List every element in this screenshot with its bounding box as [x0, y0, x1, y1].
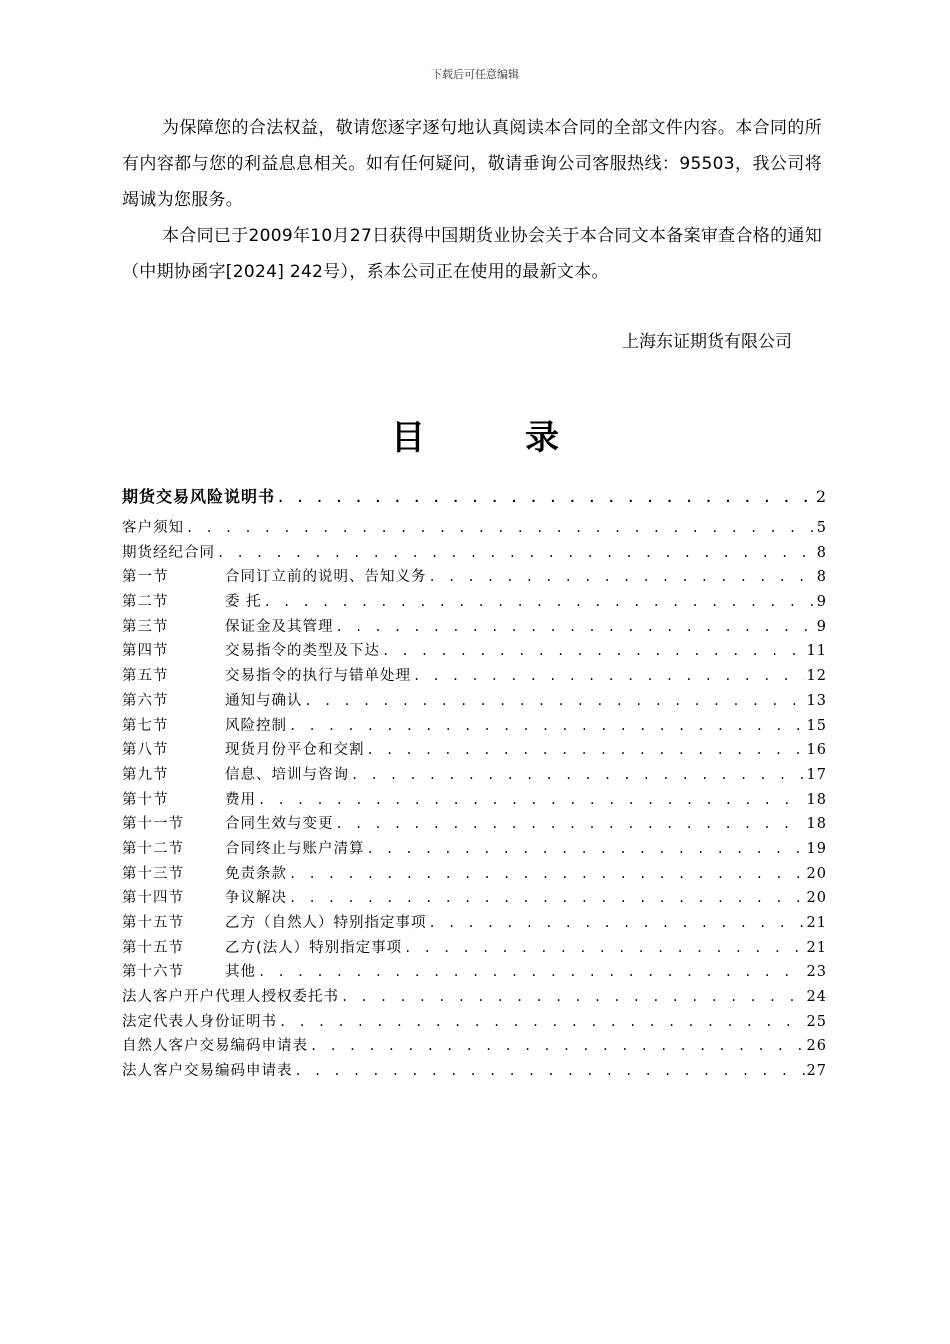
- toc-page-number: 5: [816, 520, 827, 536]
- toc-dot-leader: [289, 891, 805, 905]
- toc-page-number: 8: [816, 544, 827, 561]
- toc-entry[interactable]: [122, 738, 827, 763]
- toc-section-number: 第四节: [122, 643, 169, 660]
- intro-paragraph-1: 为保障您的合法权益，敬请您逐字逐句地认真阅读本合同的全部文件内容。本合同的所有内容都与您的利益息息相关。如有任何疑问，敬请垂询公司客服热线：95503，我公司将竭诚为您服务。: [122, 118, 822, 210]
- toc-entry-title: 法人客户交易编码申请表: [122, 1063, 293, 1080]
- toc-section-number: 第九节: [122, 766, 169, 783]
- toc-entry-title: 争议解决: [225, 890, 287, 907]
- toc-entry[interactable]: [122, 985, 827, 1010]
- toc-entry-title: 法人客户开户代理人授权委托书: [122, 989, 339, 1006]
- toc-page-number: 15: [806, 717, 827, 734]
- toc-entry-title: 客户须知: [122, 520, 184, 536]
- toc-dot-leader: [341, 990, 805, 1004]
- toc-dot-leader: [279, 1015, 805, 1029]
- toc-dot-leader: [429, 916, 805, 930]
- toc-entry[interactable]: [122, 812, 827, 837]
- toc-entry[interactable]: [122, 911, 827, 936]
- toc-section-number: 第三节: [122, 618, 169, 635]
- toc-entry-title: 其他: [225, 964, 256, 981]
- toc-entry[interactable]: [122, 714, 827, 739]
- toc-page-number: 11: [806, 643, 827, 660]
- toc-section-number: 第十节: [122, 791, 169, 808]
- toc-entry[interactable]: [122, 615, 827, 640]
- toc-entry[interactable]: [122, 565, 827, 590]
- toc-page-number: 21: [806, 939, 827, 956]
- toc-entry-title: 信息、培训与咨询: [225, 766, 349, 783]
- toc-entry[interactable]: [122, 689, 827, 714]
- toc-dot-leader: [310, 1039, 805, 1053]
- toc-page-number: 21: [806, 915, 827, 931]
- toc-page-number: 20: [806, 865, 827, 882]
- toc-entry-title: 自然人客户交易编码申请表: [122, 1038, 308, 1055]
- toc-dot-leader: [258, 793, 805, 807]
- toc-dot-leader: [295, 1064, 805, 1078]
- toc-dot-leader: [289, 719, 805, 733]
- toc-section-number: 第十五节: [122, 939, 184, 956]
- toc-section-number: 第六节: [122, 692, 169, 709]
- toc-page-number: 17: [806, 766, 827, 783]
- page-header-note: 下载后可任意编辑: [431, 68, 519, 81]
- company-name: 上海东证期货有限公司: [622, 332, 792, 352]
- toc-section-number: 第十四节: [122, 890, 184, 907]
- intro-filing-notice: [122, 218, 822, 290]
- toc-entry[interactable]: [122, 664, 827, 689]
- toc-dot-leader: [413, 669, 805, 683]
- toc-entry[interactable]: [122, 886, 827, 911]
- toc-entry[interactable]: [122, 763, 827, 788]
- toc-page-number: 13: [806, 692, 827, 709]
- toc-page-number: 18: [806, 816, 827, 833]
- toc-section-number: 第五节: [122, 668, 169, 685]
- toc-entry-title: 合同生效与变更: [225, 816, 334, 833]
- toc-dot-leader: [367, 743, 805, 757]
- toc-entry-title: 乙方（自然人）特别指定事项: [225, 915, 427, 931]
- toc-entry-title: 期货交易风险说明书: [122, 487, 276, 506]
- toc-entry-title: 保证金及其管理: [225, 618, 334, 635]
- toc-dot-leader: [217, 546, 815, 560]
- toc-dot-leader: [404, 941, 804, 955]
- toc-dot-leader: [336, 817, 805, 831]
- toc-page-number: 20: [806, 890, 827, 907]
- toc-entry-title: 合同订立前的说明、告知义务: [225, 569, 427, 586]
- toc-entry-title: 免责条款: [225, 865, 287, 882]
- toc-page-number: 26: [806, 1038, 827, 1055]
- toc-dot-leader: [277, 491, 814, 505]
- toc-entry-title: 交易指令的类型及下达: [225, 643, 380, 660]
- toc-section-number: 第十一节: [122, 816, 184, 833]
- toc-entry[interactable]: [122, 590, 827, 615]
- toc-page-number: 9: [816, 618, 827, 635]
- toc-dot-leader: [186, 521, 815, 535]
- toc-entry-title: 现货月份平仓和交割: [225, 742, 365, 759]
- toc-dot-leader: [382, 644, 805, 658]
- toc-dot-leader: [264, 595, 815, 609]
- toc-page-number: 16: [806, 742, 827, 759]
- toc-entry[interactable]: [122, 541, 827, 566]
- toc-page-number: 24: [806, 989, 827, 1006]
- toc-entry-title: 期货经纪合同: [122, 544, 215, 561]
- toc-entry-title: 委 托: [225, 594, 262, 611]
- toc-dot-leader: [258, 965, 805, 979]
- toc-entry[interactable]: [122, 837, 827, 862]
- toc-section-number: 第二节: [122, 594, 169, 611]
- toc-page-number: 2: [815, 487, 827, 506]
- toc-entry[interactable]: [122, 862, 827, 887]
- toc-page-number: 18: [806, 791, 827, 808]
- toc-entry[interactable]: [122, 484, 827, 516]
- toc-entry-title: 法定代表人身份证明书: [122, 1013, 277, 1030]
- toc-section-number: 第十二节: [122, 840, 184, 857]
- toc-entry[interactable]: [122, 639, 827, 664]
- toc-page-number: 12: [806, 668, 827, 685]
- toc-entry-title: 乙方(法人）特别指定事项: [225, 939, 403, 956]
- toc-entry-title: 交易指令的执行与错单处理: [225, 668, 411, 685]
- intro-notice: [122, 110, 822, 218]
- toc-page-number: 9: [816, 594, 827, 611]
- toc-entry[interactable]: [122, 788, 827, 813]
- toc-page-number: 19: [806, 840, 827, 857]
- toc-dot-leader: [336, 620, 815, 634]
- toc-page-number: 25: [806, 1013, 827, 1030]
- toc-dot-leader: [305, 694, 805, 708]
- toc-entry[interactable]: [122, 1034, 827, 1059]
- toc-section-number: 第一节: [122, 569, 169, 586]
- toc-section-number: 第十五节: [122, 915, 184, 931]
- toc-entry-title: 通知与确认: [225, 692, 303, 709]
- toc-entry[interactable]: [122, 1059, 827, 1084]
- toc-dot-leader: [367, 842, 805, 856]
- toc-entry-title: 风险控制: [225, 717, 287, 734]
- toc-dot-leader: [289, 867, 805, 881]
- toc-section-number: 第十三节: [122, 865, 184, 882]
- toc-title: 目录: [391, 418, 659, 458]
- toc-section-number: 第八节: [122, 742, 169, 759]
- toc-entry[interactable]: [122, 936, 827, 961]
- toc-page-number: 27: [806, 1063, 827, 1080]
- toc-entry[interactable]: [122, 960, 827, 985]
- toc-page-number: 23: [806, 964, 827, 981]
- toc-section-number: 第七节: [122, 717, 169, 734]
- intro-paragraph-2: 本合同已于2009年10月27日获得中国期货业协会关于本合同文本备案审查合格的通知（中期协函字[2024] 242号），系本公司正在使用的最新文本。: [122, 226, 822, 282]
- toc-entry[interactable]: [122, 1010, 827, 1035]
- toc-dot-leader: [429, 570, 815, 584]
- toc-entry[interactable]: [122, 516, 827, 541]
- toc-section-number: 第十六节: [122, 964, 184, 981]
- toc-dot-leader: [351, 768, 805, 782]
- toc-entry-title: 合同终止与账户清算: [225, 840, 365, 857]
- toc-page-number: 8: [816, 569, 827, 586]
- table-of-contents: [122, 484, 827, 1084]
- toc-entry-title: 费用: [225, 791, 256, 808]
